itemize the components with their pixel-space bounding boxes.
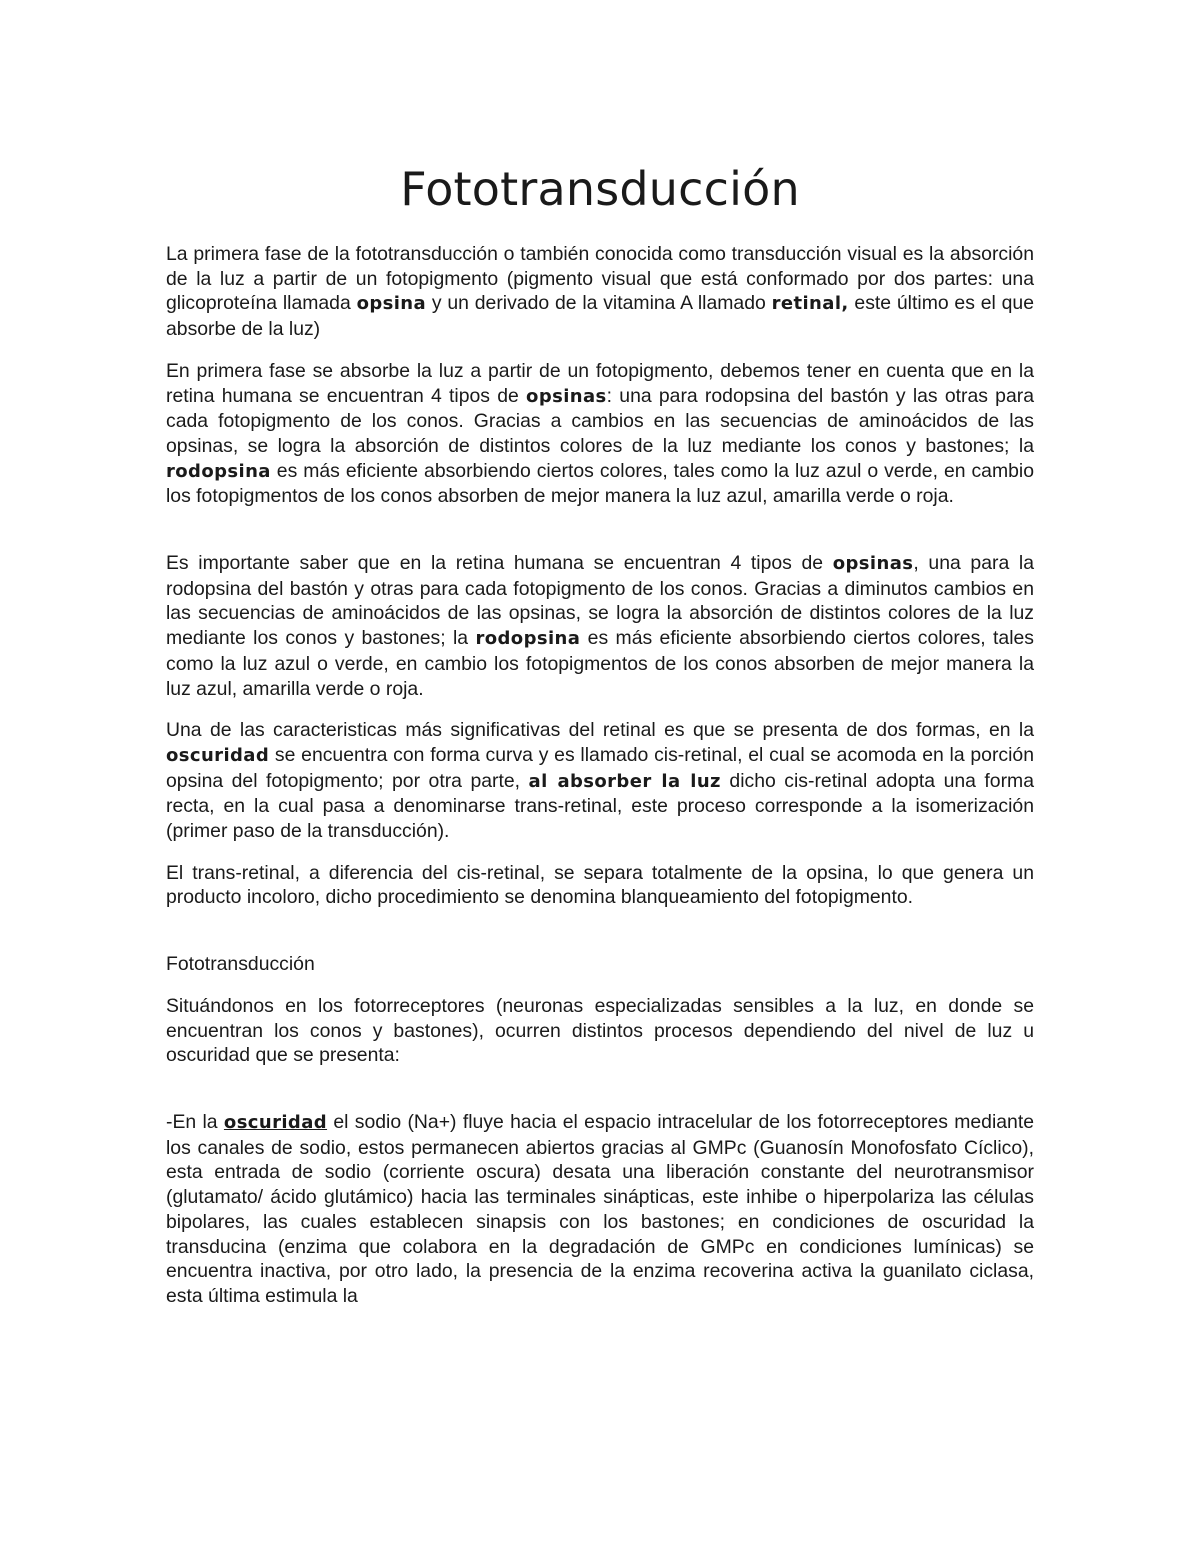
- p2-bold-rodopsina: rodopsina: [166, 460, 271, 482]
- p3-text-a: Es importante saber que en la retina humana se encuentran 4 tipos de: [166, 552, 833, 575]
- p7-bold-underline-oscuridad: oscuridad: [223, 1111, 328, 1133]
- paragraph-3: [166, 551, 1034, 701]
- p3-text-c: , una para la rodopsina del bastón y otras para cada fotopigmento de los conos. Gracias a diminutos cambios en las secuencias de aminoácidos de las opsinas, se logra la absorción de distintos colores de la luz mediante los conos y bastones; la: [166, 552, 1034, 650]
- section-subheading: Fototransducción: [166, 953, 315, 976]
- p3-bold-opsinas: opsinas: [832, 553, 914, 575]
- page-title: Fototransducción: [400, 162, 800, 216]
- p1-text-c: y un derivado de la vitamina A llamado: [426, 292, 772, 315]
- p2-text-c: : una para rodopsina del bastón y las otras para cada fotopigmento de los conos. Gracias a cambios en las secuencias de aminoácidos de las opsinas, se logra la absorción de distintos colores de la luz mediante los conos y bastones; la: [166, 384, 1034, 457]
- paragraph-5: El trans-retinal, a diferencia del cis-retinal, se separa totalmente de la opsina, lo que genera un producto incoloro, dicho procedimiento se denomina blanqueamiento del fotopigmento.: [166, 861, 1034, 909]
- paragraph-4: [166, 718, 1034, 844]
- p4-bold-oscuridad: oscuridad: [166, 744, 270, 766]
- document-page: [166, 158, 1034, 1309]
- p1-text-d: este último es el que absorbe de la luz): [166, 292, 1034, 341]
- p4-text-a: Una de las caracteristicas más significativas del retinal es que se presenta de dos formas, en la: [166, 719, 1034, 742]
- p1-bold-retinal: retinal,: [771, 293, 849, 315]
- paragraph-2: [166, 359, 1034, 509]
- p3-text-d: es más eficiente absorbiendo ciertos colores, tales como la luz azul o verde, en cambio los fotopigmentos de los conos absorben de mejor manera la luz azul, amarilla verde o roja.: [166, 627, 1035, 700]
- p7-text-a: -En la: [166, 1110, 224, 1133]
- p2-text-d: es más eficiente absorbiendo ciertos colores, tales como la luz azul o verde, en cambio los fotopigmentos de los conos absorben de mejor manera la luz azul, amarilla verde o roja.: [166, 459, 1034, 508]
- p4-text-d: dicho cis-retinal adopta una forma recta, en la cual pasa a denominarse trans-retinal, este proceso corresponde a la isomerización (primer paso de la transducción).: [166, 769, 1034, 843]
- paragraph-1: [166, 242, 1034, 342]
- p3-bold-rodopsina: rodopsina: [475, 628, 581, 650]
- p1-text-a: La primera fase de la fototransducción o también conocida como transducción visual es la absorción de la luz a partir de un fotopigmento (pigmento visual que está conformado por dos partes: una glicoproteína llamada: [166, 243, 1034, 315]
- paragraph-6: Situándonos en los fotorreceptores (neuronas especializadas sensibles a la luz, en donde se encuentran los conos y bastones), ocurren distintos procesos dependiendo del nivel de luz u oscuridad que se presenta:: [166, 994, 1034, 1067]
- paragraph-7: [166, 1110, 1034, 1309]
- p1-bold-opsina: opsina: [356, 293, 427, 315]
- p4-bold-al-absorber-la-luz: al absorber la luz: [528, 770, 721, 792]
- p2-text-a: En primera fase se absorbe la luz a partir de un fotopigmento, debemos tener en cuenta que en la retina humana se encuentran 4 tipos de: [166, 359, 1034, 407]
- p2-bold-opsinas: opsinas: [526, 385, 607, 407]
- p7-text-c: el sodio (Na+) fluye hacia el espacio intracelular de los fotorreceptores mediante los canales de sodio, estos permanecen abiertos gracias al GMPc (Guanosín Monofosfato Cíclico), esta entrada de sodio (corriente oscura) desata una liberación constante del neurotransmisor (glutamato/ ácido glutámico) hacia las terminales sinápticas, este inhibe o hiperpolariza las células bipolares, las cuales establecen sinapsis con los bastones; en condiciones de oscuridad la transducina (enzima que colabora en la degradación de GMPc en condiciones lumínicas) se encuentra inactiva, por otro lado, la presencia de la enzima recoverina activa la guanilato ciclasa, esta última estimula la: [166, 1110, 1035, 1307]
- p4-text-c: se encuentra con forma curva y es llamado cis-retinal, el cual se acomoda en la porción opsina del fotopigmento; por otra parte,: [166, 743, 1034, 792]
